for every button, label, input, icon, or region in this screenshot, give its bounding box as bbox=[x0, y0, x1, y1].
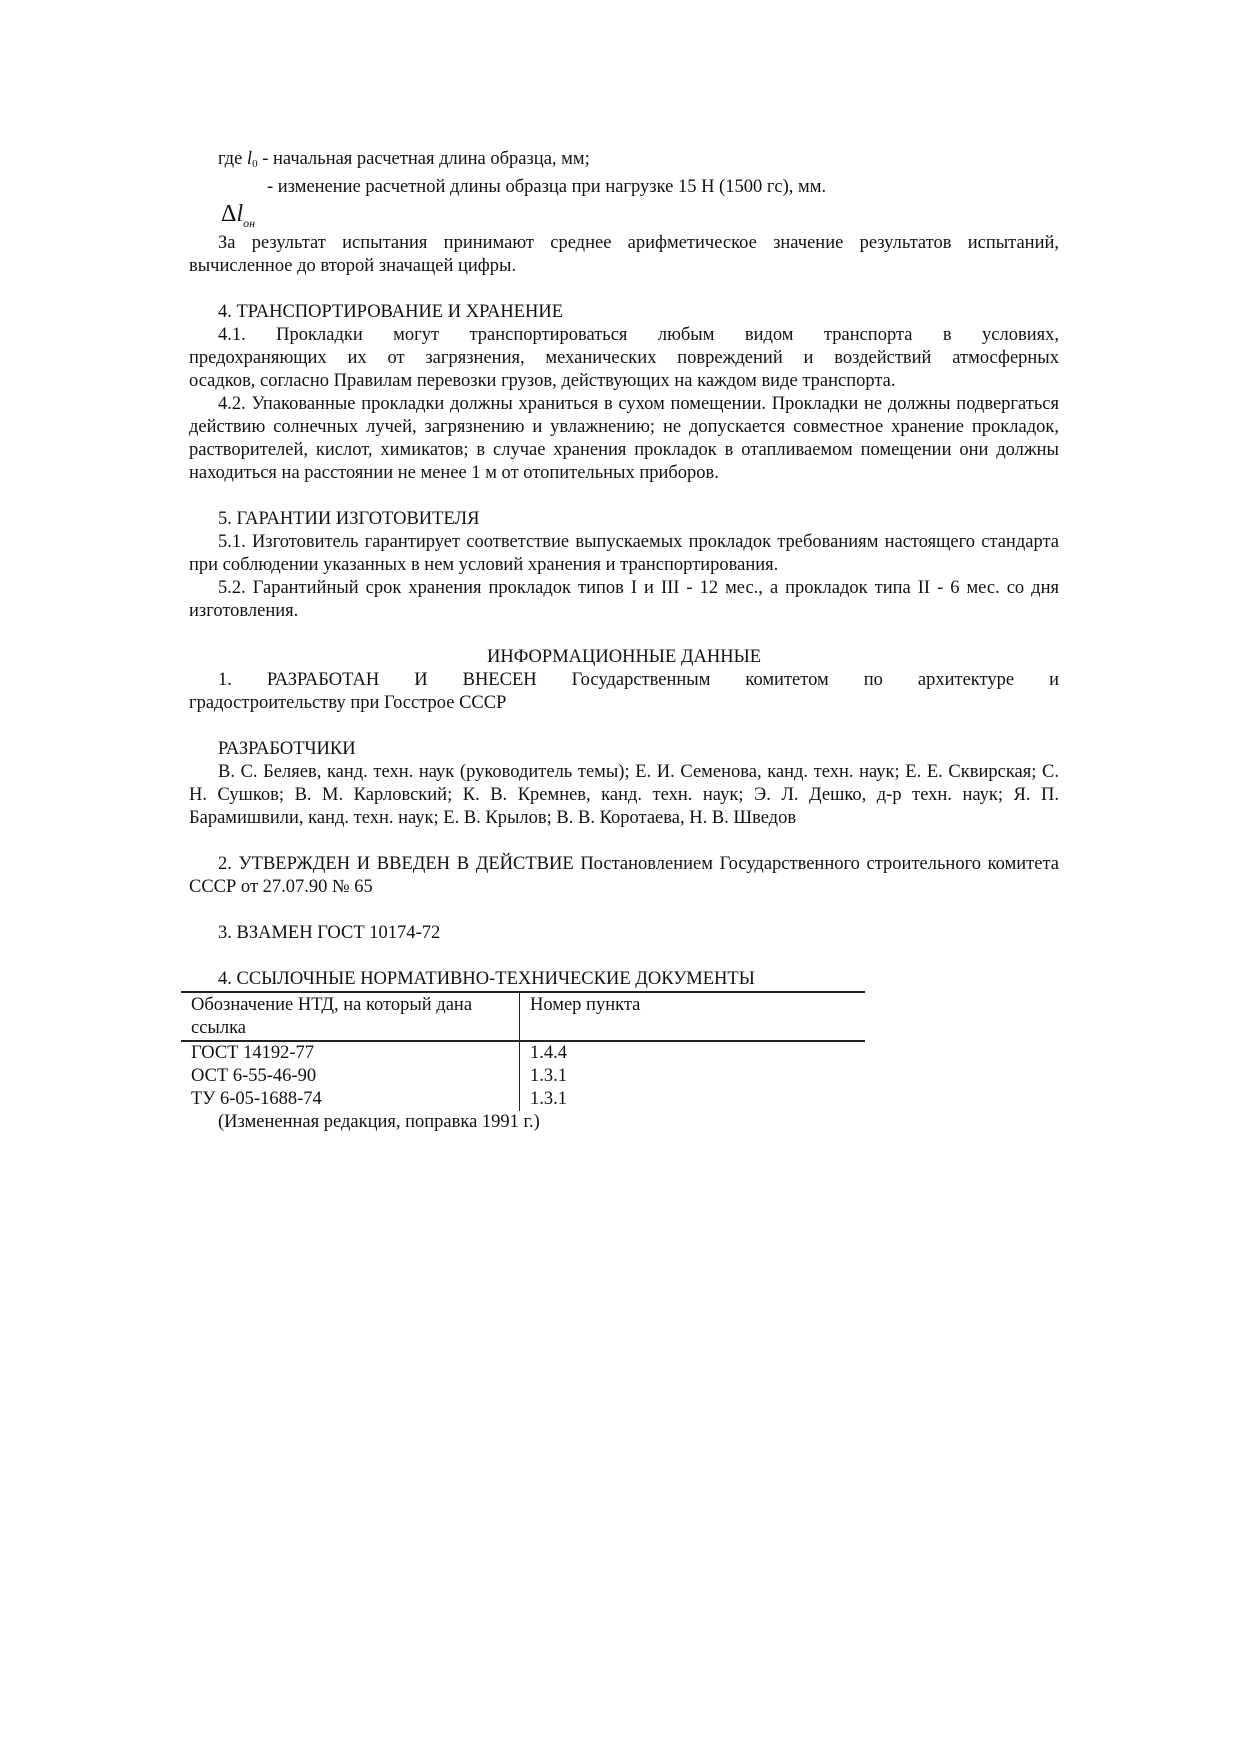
section5-heading: 5. ГАРАНТИИ ИЗГОТОВИТЕЛЯ bbox=[218, 509, 480, 529]
table-row bbox=[181, 1065, 865, 1088]
info-item4-heading: 4. ССЫЛОЧНЫЕ НОРМАТИВНО-ТЕХНИЧЕСКИЕ ДОКУМЕНТЫ bbox=[218, 969, 755, 989]
reference-documents-table bbox=[181, 991, 865, 1111]
spacer bbox=[189, 623, 1059, 646]
delta-l-letter: l bbox=[236, 201, 244, 227]
l0-description: - начальная расчетная длина образца, мм; bbox=[257, 149, 590, 169]
table-cell-document: ОСТ 6-55-46-90 bbox=[181, 1065, 520, 1088]
spacer bbox=[189, 278, 1059, 301]
formula-l0-line bbox=[189, 148, 1059, 176]
info-item2: 2. УТВЕРЖДЕН И ВВЕДЕН В ДЕЙСТВИЕ Постановлением Государственного строительного комитета СССР от 27.07.90 № 65 bbox=[189, 854, 1059, 897]
table-header-point: Номер пункта bbox=[520, 992, 866, 1041]
section5-p1: 5.1. Изготовитель гарантирует соответствие выпускаемых прокладок требованиям настоящего стандарта при соблюдении указанных в нем условий хранения и транспортирования. bbox=[189, 532, 1059, 575]
table-cell-point: 1.4.4 bbox=[530, 1043, 567, 1063]
spacer bbox=[189, 830, 1059, 853]
section4-p1-line3: осадков, согласно Правилам перевозки грузов, действующих на каждом виде транспорта. bbox=[189, 371, 896, 391]
table-header-row bbox=[181, 992, 865, 1041]
formula-delta-line: - изменение расчетной длины образца при нагрузке 15 Н (1500 гс), мм. bbox=[267, 177, 827, 197]
developers-list: В. С. Беляев, канд. техн. наук (руководитель темы); Е. И. Семенова, канд. техн. наук; Е. Е. Сквирская; С. Н. Сушков; В. М. Карловский; К. В. Кремнев, канд. техн. наук; Э. Л. Дешко, д-р техн. наук; Я. П. Барамишвили, канд. техн. наук; Е. В. Крылов; В. В. Коротаева, Н. В. Шведов bbox=[189, 762, 1059, 828]
where-prefix: где bbox=[218, 149, 247, 169]
spacer bbox=[189, 715, 1059, 738]
spacer bbox=[189, 485, 1059, 508]
info-item1-line1: 1. РАЗРАБОТАН И ВНЕСЕН Государственным комитетом по архитектуре и bbox=[218, 670, 1059, 690]
info-item1-line2: градостроительству при Госстрое СССР bbox=[189, 693, 507, 713]
l0-symbol: l bbox=[246, 149, 253, 169]
info-item3: 3. ВЗАМЕН ГОСТ 10174-72 bbox=[218, 923, 441, 943]
section4-heading: 4. ТРАНСПОРТИРОВАНИЕ И ХРАНЕНИЕ bbox=[218, 302, 564, 322]
table-cell-document: ТУ 6-05-1688-74 bbox=[181, 1088, 520, 1111]
delta-l-subscript: он bbox=[243, 216, 256, 230]
table-cell-document: ГОСТ 14192-77 bbox=[181, 1041, 520, 1065]
info-heading: ИНФОРМАЦИОННЫЕ ДАННЫЕ bbox=[486, 647, 761, 667]
l0-subscript: 0 bbox=[252, 158, 258, 170]
edition-note: (Измененная редакция, поправка 1991 г.) bbox=[218, 1112, 540, 1132]
table-cell-point: 1.3.1 bbox=[530, 1066, 567, 1086]
table-header-document: Обозначение НТД, на который дана ссылка bbox=[181, 992, 520, 1041]
document-page bbox=[189, 148, 1059, 1134]
table-cell-point: 1.3.1 bbox=[530, 1089, 567, 1109]
table-row bbox=[181, 1041, 865, 1065]
delta-symbol: Δ bbox=[221, 201, 237, 227]
section5-p2: 5.2. Гарантийный срок хранения прокладок типов I и III - 12 мес., а прокладок типа II - 6 мес. со дня изготовления. bbox=[189, 578, 1059, 621]
section4-p1-line2: предохраняющих их от загрязнения, механических повреждений и воздействий атмосферных bbox=[189, 348, 1059, 368]
spacer bbox=[189, 945, 1059, 968]
section4-p2: 4.2. Упакованные прокладки должны храниться в сухом помещении. Прокладки не должны подвергаться действию солнечных лучей, загрязнению и увлажнению; не допускается совместное хранение прокладок, растворителей, кислот, химикатов; в случае хранения прокладок в отапливаемом помещении они должны находиться на расстоянии не менее 1 м от отопительных приборов. bbox=[189, 394, 1059, 483]
result-paragraph: За результат испытания принимают среднее арифметическое значение результатов испытаний, вычисленное до второй значащей цифры. bbox=[189, 233, 1059, 276]
table-row bbox=[181, 1088, 865, 1111]
delta-l-symbol bbox=[221, 199, 1059, 232]
section4-p1-line1: 4.1. Прокладки могут транспортироваться любым видом транспорта в условиях, bbox=[218, 325, 1059, 345]
spacer bbox=[189, 899, 1059, 922]
developers-heading: РАЗРАБОТЧИКИ bbox=[218, 739, 356, 759]
